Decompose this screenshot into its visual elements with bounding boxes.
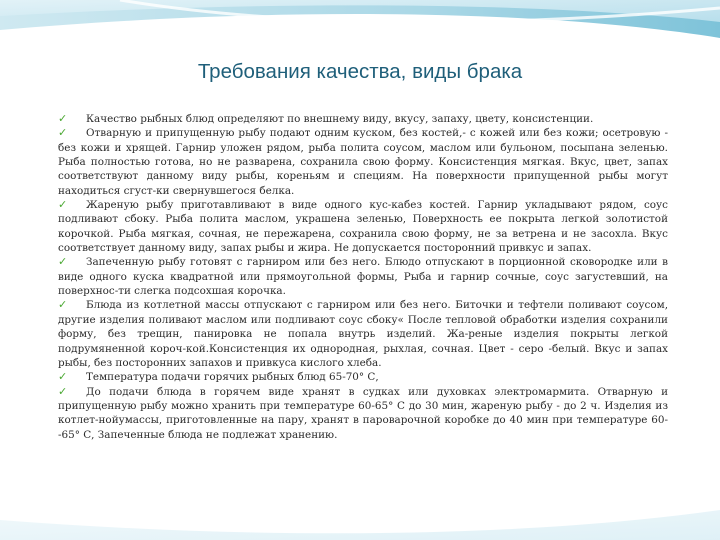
check-mark-icon: ✓: [58, 255, 68, 269]
check-mark-icon: ✓: [58, 370, 68, 384]
list-item: [58, 385, 668, 442]
list-item-text: До подачи блюда в горячем виде хранят в судках или духовках электромармита. Отварную и припущенную рыбу можно хранить при температуре 60-65° С до 30 мин, жареную рыбу - до 2 ч. Изделия из котлет-нойумассы, приготовленные на пару, хранят в пароварочной коробке до 40 мин при температуре 60--65° С, Запеченные блюда не подлежат хранению.: [58, 385, 668, 441]
check-mark-icon: ✓: [58, 384, 68, 398]
list-item-text: Блюда из котлетной массы отпускают с гарниром или без него. Биточки и тефтели поливают соусом, другие изделия поливают маслом или подливают соус сбоку« После тепловой обработки изделия сохранили форму, без трещин, панировка не попала внутрь изделий. Жа-реные изделия покрыты легкой подрумяненной короч-кой.Консистенция их однородная, рыхлая, сочная. Цвет - серо -белый. Вкус и запах рыбы, без посторонних запахов и привкуса кислого хлеба.: [58, 299, 668, 369]
list-item-text: Качество рыбных блюд определяют по внешнему виду, вкусу, запаху, цвету, консистенции.: [86, 113, 594, 125]
list-item-text: Запеченную рыбу готовят с гарниром или без него. Блюдо отпускают в порционной сковородке или в виде одного куска квадратной или прямоугольной формы, Рыба и гарнир сочные, соус загустевший, на поверхнос-ти слегка подсохшая корочка.: [58, 256, 668, 298]
check-mark-icon: ✓: [58, 112, 68, 125]
list-item-text: Жареную рыбу приготавливают в виде одного кус-кабез костей. Гарнир укладывают рядом, соус подливают сбоку. Рыба полита маслом, украшена зеленью, Поверхность ее покрыта легкой золотистой корочкой. Рыба мягкая, сочная, не пережарена, сохранила свою форму, не за ветрена и не засохла. Вкус соответствует данному виду, запах рыбы и жира. Не допускается посторонний привкус и запах.: [58, 199, 668, 255]
list-item: [58, 126, 668, 198]
list-item: [58, 198, 668, 255]
list-item: [58, 298, 668, 370]
check-mark-icon: ✓: [58, 298, 68, 312]
list-item: [58, 255, 668, 298]
slide-title: Требования качества, виды брака: [197, 60, 523, 83]
list-item-text: Отварную и припущенную рыбу подают одним куском, без костей,- с кожей или без кожи; осетровую - без кожи и хрящей. Гарнир уложен рядом, рыба полита соусом, маслом или бульоном, посыпана зеленью. Рыба полностью готова, но не разварена, сохранила свою форму. Консистенция мягкая. Вкус, цвет, запах соответствуют данному виду рыбы, кореньям и специям. На поверхности припущенной рыбы могут находиться сгуст-ки свернувшегося белка.: [58, 127, 668, 197]
slide-content: [58, 112, 668, 442]
list-item-text: Температура подачи горячих рыбных блюд 65-70° С,: [86, 371, 379, 384]
list-item: [58, 112, 668, 126]
list-item: [58, 370, 668, 384]
check-mark-icon: ✓: [58, 126, 68, 140]
check-mark-icon: ✓: [58, 198, 68, 212]
